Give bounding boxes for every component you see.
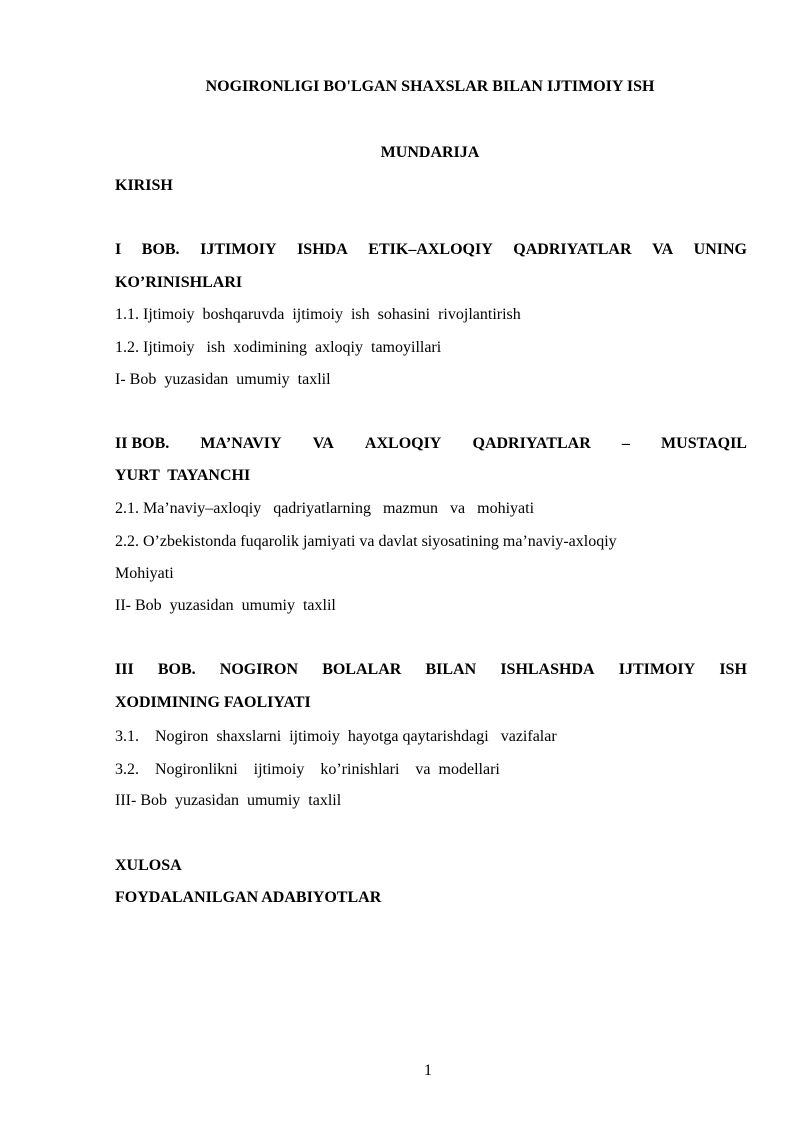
chapter-2-summary: II- Bob yuzasidan umumiy taxlil: [115, 597, 336, 614]
heading-word: ETIK–AXLOQIY: [368, 241, 493, 258]
heading-word: ISHLASHDA: [500, 661, 595, 678]
heading-word: QADRIYATLAR: [472, 435, 591, 452]
toc-entry-3-1: 3.1. Nogiron shaxslarni ijtimoiy hayotga qaytarishdagi vazifalar: [115, 728, 557, 745]
heading-word: II BOB.: [115, 435, 170, 452]
heading-word: BOLALAR: [322, 661, 402, 678]
heading-word: NOGIRON: [219, 661, 299, 678]
chapter-1-heading-line2: KO’RINISHLARI: [115, 274, 243, 291]
toc-entry-bibliography: FOYDALANILGAN ADABIYOTLAR: [115, 889, 382, 906]
chapter-1-summary: I- Bob yuzasidan umumiy taxlil: [115, 371, 331, 388]
toc-entry-intro: KIRISH: [115, 177, 173, 194]
heading-word: ISHDA: [297, 241, 348, 258]
chapter-2-heading-line2: YURT TAYANCHI: [115, 467, 251, 484]
document-title: NOGIRONLIGI BO'LGAN SHAXSLAR BILAN IJTIMOIY ISH: [205, 78, 655, 95]
toc-heading: MUNDARIJA: [380, 144, 480, 161]
heading-word: AXLOQIY: [364, 435, 442, 452]
toc-entry-1-1: 1.1. Ijtimoiy boshqaruvda ijtimoiy ish sohasini rivojlantirish: [115, 306, 521, 323]
chapter-3-summary: III- Bob yuzasidan umumiy taxlil: [115, 792, 342, 809]
heading-word: BILAN: [425, 661, 477, 678]
chapter-3-heading-line2: XODIMINING FAOLIYATI: [115, 694, 311, 711]
heading-word: MUSTAQIL: [661, 435, 747, 452]
toc-entry-2-2: 2.2. O’zbekistonda fuqarolik jamiyati va davlat siyosatining ma’naviy-axloqiy: [115, 533, 617, 550]
heading-word: VA: [312, 435, 334, 452]
toc-entry-3-2: 3.2. Nogironlikni ijtimoiy ko’rinishlari va modellari: [115, 761, 500, 778]
chapter-3-heading-line1: [115, 660, 747, 680]
toc-entry-conclusion: XULOSA: [115, 857, 182, 874]
toc-entry-1-2: 1.2. Ijtimoiy ish xodimining axloqiy tamoyillari: [115, 339, 442, 356]
heading-word: IJTIMOIY: [618, 661, 696, 678]
heading-word: IJTIMOIY: [200, 241, 277, 258]
heading-word: ISH: [719, 661, 747, 678]
heading-word: UNING: [693, 241, 747, 258]
heading-word: MA’NAVIY: [200, 435, 282, 452]
heading-word: III: [115, 661, 134, 678]
toc-entry-2-1: 2.1. Ma’naviy–axloqiy qadriyatlarning mazmun va mohiyati: [115, 500, 535, 517]
page-number: 1: [424, 1062, 432, 1079]
chapter-2-heading-line1: [115, 434, 747, 454]
toc-entry-2-2-continued: Mohiyati: [115, 565, 174, 582]
heading-word: VA: [652, 241, 674, 258]
heading-word: BOB.: [157, 661, 196, 678]
heading-word: QADRIYATLAR: [513, 241, 632, 258]
heading-word: BOB.: [141, 241, 180, 258]
chapter-1-heading-line1: [115, 240, 747, 260]
heading-word: –: [621, 435, 630, 452]
heading-word: I: [115, 241, 122, 258]
